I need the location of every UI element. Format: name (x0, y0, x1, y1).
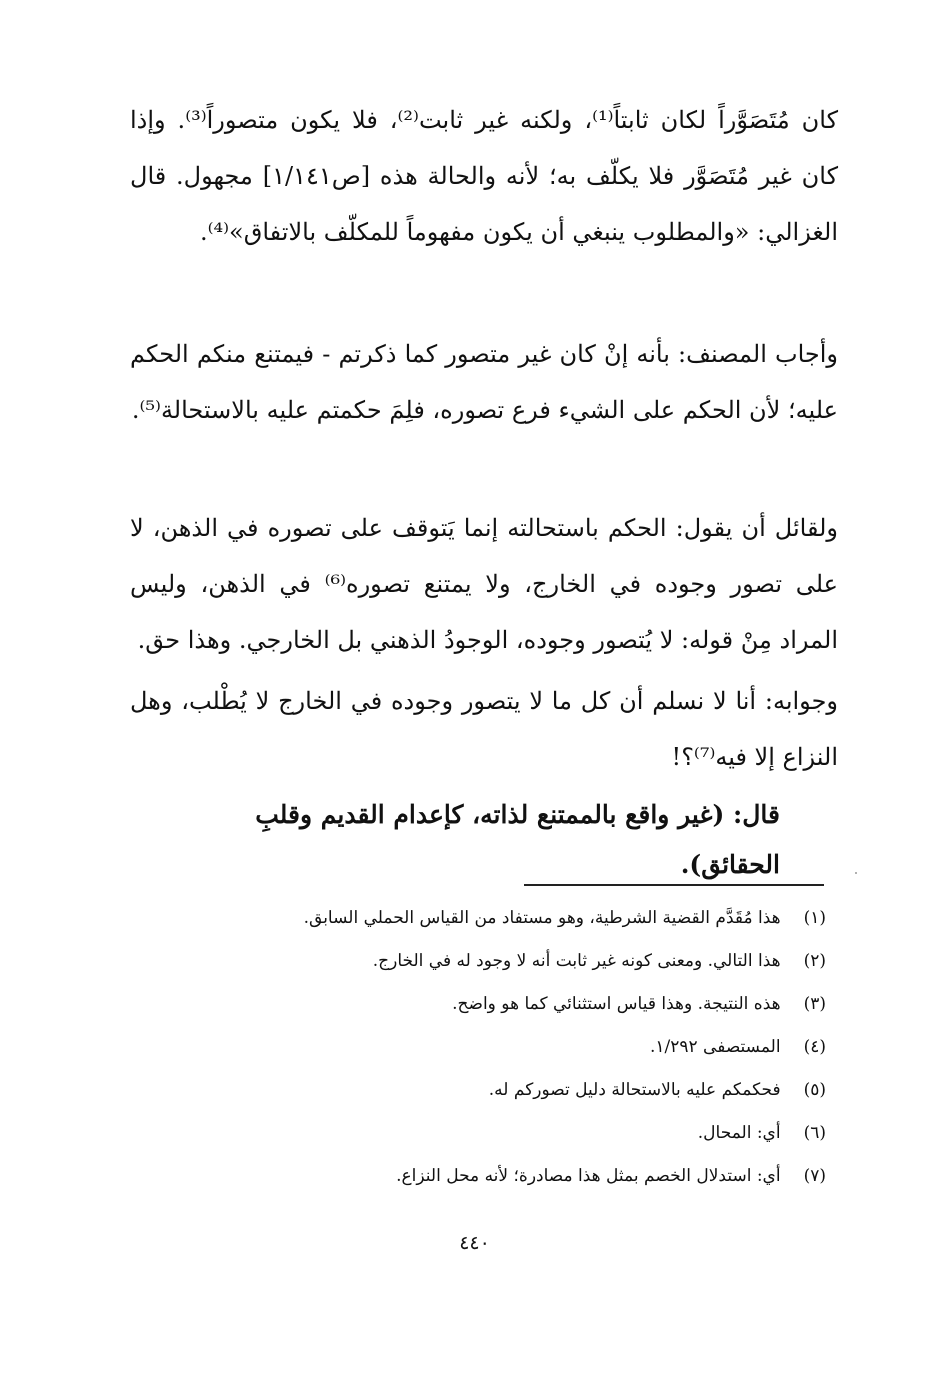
footnote-number: (٧) (803, 1166, 826, 1186)
footnotes-list (200, 897, 826, 1198)
footnote-number: (٥) (803, 1080, 826, 1100)
scan-speck (855, 872, 857, 874)
footnote-item (200, 897, 826, 940)
footnote-item (200, 1026, 826, 1069)
footnote-text: المستصفى ١/٢٩٢. (649, 1037, 781, 1057)
section-heading: قال: (غير واقع بالممتنع لذاته، كإعدام القديم وقلبِ الحقائق). (255, 800, 780, 879)
footnote-item (200, 983, 826, 1026)
paragraph-1: كان مُتَصَوَّراً لكان ثابتاً⁽¹⁾، ولكنه غير ثابت⁽²⁾، فلا يكون متصوراً⁽³⁾. وإذا كان غير مُتَصَوَّر فلا يكلّف به؛ لأنه والحالة هذه [ص١/١٤١] مجهول. قال الغزالي: «والمطلوب ينبغي أن يكون مفهوماً للمكلّف بالاتفاق»⁽⁴⁾. (130, 106, 838, 246)
footnote-number: (١) (803, 908, 826, 928)
footnote-text: فحكمكم عليه بالاستحالة دليل تصوركم له. (488, 1080, 781, 1100)
footnote-number: (٦) (803, 1123, 826, 1143)
paragraph-2: وأجاب المصنف: بأنه إنْ كان غير متصور كما ذكرتم - فيمتنع منكم الحكم عليه؛ لأن الحكم على الشيء فرع تصوره، فلِمَ حكمتم عليه بالاستحالة⁽⁵⁾. (130, 340, 838, 424)
footnote-item (200, 1112, 826, 1155)
footnote-text: أي: استدلال الخصم بمثل هذا مصادرة؛ لأنه محل النزاع. (396, 1166, 781, 1186)
footnote-number: (٣) (803, 994, 826, 1014)
footnote-separator (524, 884, 824, 886)
footnote-item (200, 1155, 826, 1198)
footnote-text: هذا مُقَدَّم القضية الشرطية، وهو مستفاد من القياس الحملي السابق. (303, 908, 781, 928)
footnote-text: هذا التالي. ومعنى كونه غير ثابت أنه لا وجود له في الخارج. (372, 951, 781, 971)
footnote-item (200, 1069, 826, 1112)
footnote-text: أي: المحال. (697, 1123, 781, 1143)
paragraph-4: وجوابه: أنا لا نسلم أن كل ما لا يتصور وجوده في الخارج لا يُطْلب، وهل النزاع إلا فيه⁽⁷⁾؟! (130, 687, 838, 771)
footnote-number: (٤) (803, 1037, 826, 1057)
page-number: ٤٤٠ (459, 1232, 490, 1254)
footnote-number: (٢) (803, 951, 826, 971)
footnote-item (200, 940, 826, 983)
paragraph-3: ولقائل أن يقول: الحكم باستحالته إنما يَتوقف على تصوره في الذهن، لا على تصور وجوده في الخارج، ولا يمتنع تصوره⁽⁶⁾ في الذهن، وليس المراد مِنْ قوله: لا يُتصور وجوده، الوجودُ الذهني بل الخارجي. وهذا حق. (130, 514, 839, 654)
footnote-text: هذه النتيجة. وهذا قياس استثنائي كما هو واضح. (452, 994, 781, 1014)
